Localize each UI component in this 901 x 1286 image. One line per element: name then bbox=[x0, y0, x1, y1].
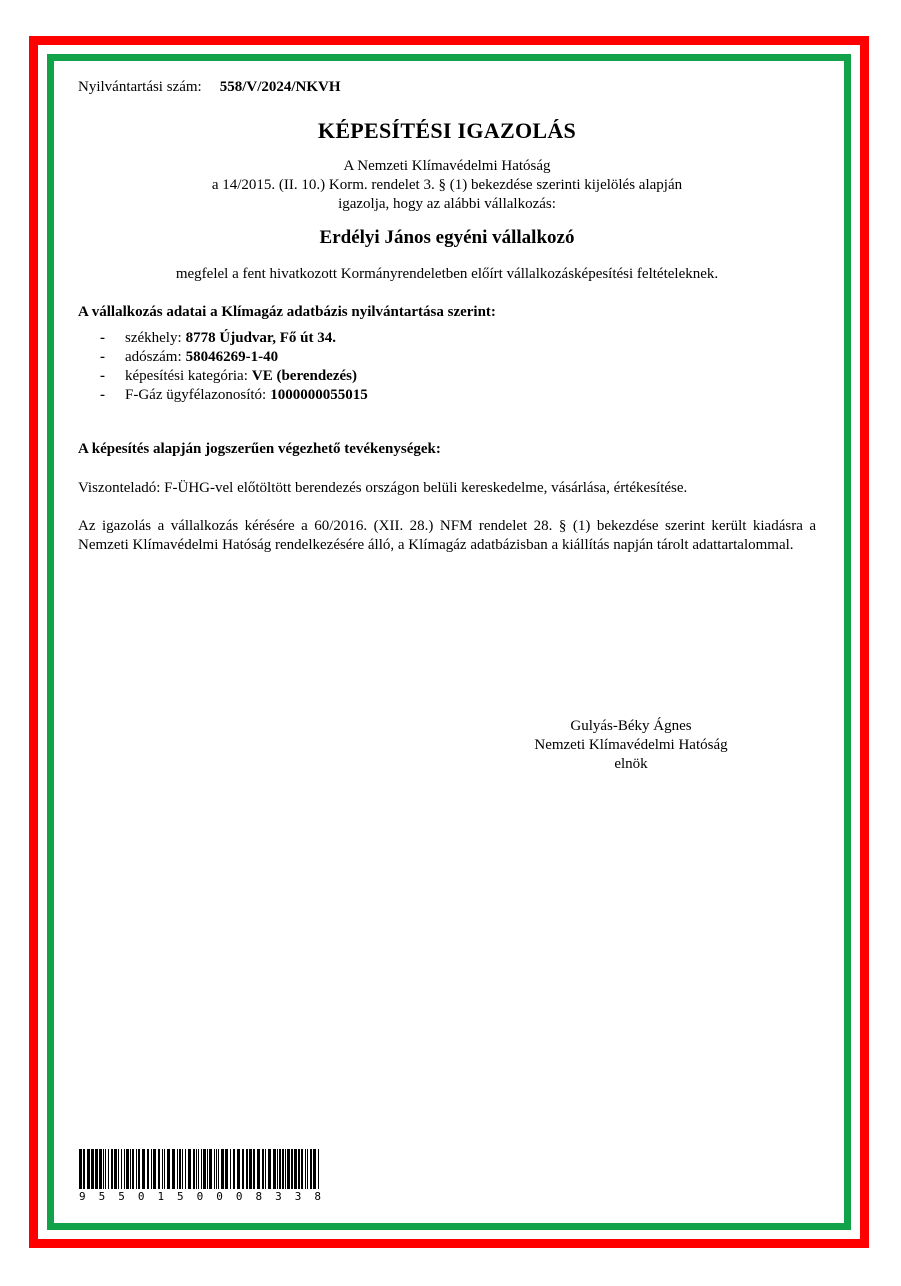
list-item bbox=[100, 386, 816, 405]
intro-line-3: igazolja, hogy az alábbi vállalkozás: bbox=[338, 196, 556, 212]
barcode-bar bbox=[185, 1149, 186, 1189]
barcode-digit: 9 bbox=[79, 1190, 86, 1203]
barcode-bar bbox=[207, 1149, 208, 1189]
barcode-bar bbox=[282, 1149, 284, 1189]
barcode-bar bbox=[142, 1149, 145, 1189]
barcode-bar bbox=[318, 1149, 319, 1189]
barcode-bar bbox=[147, 1149, 149, 1189]
barcode-digit: 3 bbox=[294, 1190, 302, 1203]
registration-label: Nyilvántartási szám: bbox=[78, 79, 202, 95]
barcode-bar bbox=[262, 1149, 264, 1189]
list-item-value: 58046269-1-40 bbox=[185, 349, 279, 365]
list-item-value: 8778 Újudvar, Fő út 34. bbox=[185, 330, 336, 346]
barcode-bar bbox=[87, 1149, 90, 1189]
barcode-bar bbox=[138, 1149, 140, 1189]
barcode-bar bbox=[203, 1149, 206, 1189]
barcode-bar bbox=[126, 1149, 129, 1189]
registration-line bbox=[78, 78, 816, 97]
barcode-bar bbox=[121, 1149, 122, 1189]
barcode-bar bbox=[242, 1149, 244, 1189]
barcode-bar bbox=[91, 1149, 94, 1189]
barcode-bar bbox=[307, 1149, 308, 1189]
legal-paragraph: Az igazolás a vállalkozás kérésére a 60/2016. (XII. 28.) NFM rendelet 28. § (1) bekezdése szerint került kiadásra a Nemzeti Klímavédelmi Hatóság rendelkezésére álló, a Klímagáz adatbázisban a kiállítás napján tárolt adattartalommal. bbox=[78, 518, 816, 553]
barcode-digit: 5 bbox=[98, 1190, 106, 1203]
barcode-bar bbox=[177, 1149, 178, 1189]
barcode-bar bbox=[291, 1149, 293, 1189]
barcode-bar bbox=[313, 1149, 316, 1189]
barcode-bar bbox=[158, 1149, 160, 1189]
list-item-value: VE (berendezés) bbox=[251, 368, 357, 384]
barcode-bar bbox=[287, 1149, 290, 1189]
barcode-bar bbox=[218, 1149, 219, 1189]
list-bullet: - bbox=[100, 330, 105, 346]
barcode-bars bbox=[78, 1149, 322, 1189]
barcode-bar bbox=[201, 1149, 202, 1189]
barcode-digit: 0 bbox=[216, 1190, 223, 1203]
barcode-bar bbox=[246, 1149, 248, 1189]
barcode-bar bbox=[273, 1149, 276, 1189]
barcode-bar bbox=[114, 1149, 117, 1189]
list-bullet: - bbox=[100, 368, 105, 384]
intro-paragraph bbox=[78, 157, 816, 214]
barcode-bar bbox=[105, 1149, 106, 1189]
list-item-label: adószám: bbox=[125, 349, 182, 365]
barcode-bar bbox=[196, 1149, 197, 1189]
registration-number: 558/V/2024/NKVH bbox=[219, 79, 341, 95]
signatory-position: elnök bbox=[614, 756, 648, 772]
list-item-value: 1000000055015 bbox=[270, 387, 368, 403]
barcode-bar bbox=[209, 1149, 212, 1189]
barcode-bar bbox=[99, 1149, 102, 1189]
barcode-bar bbox=[136, 1149, 137, 1189]
barcode-bar bbox=[103, 1149, 104, 1189]
barcode-bar bbox=[83, 1149, 85, 1189]
barcode-bar bbox=[277, 1149, 278, 1189]
barcode-bar bbox=[95, 1149, 98, 1189]
list-bullet: - bbox=[100, 387, 105, 403]
list-item-label: F-Gáz ügyfélazonosító: bbox=[125, 387, 267, 403]
barcode-bar bbox=[253, 1149, 255, 1189]
barcode bbox=[78, 1149, 322, 1203]
barcode-bar bbox=[164, 1149, 165, 1189]
signatory-organization: Nemzeti Klímavédelmi Hatóság bbox=[534, 737, 728, 753]
company-name: Erdélyi János egyéni vállalkozó bbox=[319, 227, 575, 248]
data-heading: A vállalkozás adatai a Klímagáz adatbázis nyilvántartása szerint: bbox=[78, 304, 496, 320]
barcode-bar bbox=[233, 1149, 235, 1189]
barcode-bar bbox=[79, 1149, 82, 1189]
barcode-bar bbox=[108, 1149, 109, 1189]
barcode-bar bbox=[151, 1149, 152, 1189]
barcode-digit: 3 bbox=[275, 1190, 282, 1203]
barcode-digit: 5 bbox=[177, 1190, 184, 1203]
barcode-bar bbox=[172, 1149, 175, 1189]
list-item-label: képesítési kategória: bbox=[125, 368, 248, 384]
barcode-digit: 5 bbox=[118, 1190, 125, 1203]
barcode-bar bbox=[225, 1149, 228, 1189]
intro-line-2: a 14/2015. (II. 10.) Korm. rendelet 3. § (1) bekezdése szerinti kijelölés alapján bbox=[211, 177, 683, 193]
barcode-digit: 0 bbox=[235, 1190, 243, 1203]
barcode-bar bbox=[162, 1149, 163, 1189]
barcode-bar bbox=[111, 1149, 113, 1189]
barcode-bar bbox=[130, 1149, 131, 1189]
barcode-bar bbox=[193, 1149, 195, 1189]
barcode-bar bbox=[118, 1149, 119, 1189]
barcode-bar bbox=[310, 1149, 312, 1189]
company-data-list bbox=[100, 329, 816, 405]
barcode-bar bbox=[221, 1149, 224, 1189]
barcode-bar bbox=[188, 1149, 191, 1189]
barcode-bar bbox=[124, 1149, 125, 1189]
list-bullet: - bbox=[100, 349, 105, 365]
barcode-bar bbox=[153, 1149, 156, 1189]
signature-block bbox=[509, 717, 753, 774]
barcode-bar bbox=[298, 1149, 300, 1189]
barcode-bar bbox=[182, 1149, 183, 1189]
activity-text: Viszonteladó: F-ÜHG-vel előtöltött berendezés országon belüli kereskedelme, vásárlása, értékesítése. bbox=[78, 480, 688, 496]
barcode-digit: 8 bbox=[314, 1190, 321, 1203]
list-item bbox=[100, 367, 816, 386]
barcode-digit: 0 bbox=[196, 1190, 204, 1203]
list-item-label: székhely: bbox=[125, 330, 182, 346]
intro-line-1: A Nemzeti Klímavédelmi Hatóság bbox=[343, 158, 551, 174]
barcode-bar bbox=[257, 1149, 260, 1189]
barcode-digit: 8 bbox=[255, 1190, 263, 1203]
list-item bbox=[100, 348, 816, 367]
barcode-bar bbox=[132, 1149, 134, 1189]
activities-heading: A képesítés alapján jogszerűen végezhető tevékenységek: bbox=[78, 441, 441, 457]
barcode-bar bbox=[237, 1149, 240, 1189]
barcode-bar bbox=[216, 1149, 217, 1189]
barcode-bar bbox=[249, 1149, 252, 1189]
barcode-bar bbox=[230, 1149, 231, 1189]
barcode-bar bbox=[268, 1149, 271, 1189]
barcode-bar bbox=[301, 1149, 303, 1189]
signatory-name: Gulyás-Béky Ágnes bbox=[570, 718, 692, 734]
barcode-bar bbox=[285, 1149, 286, 1189]
document-title: KÉPESÍTÉSI IGAZOLÁS bbox=[317, 118, 577, 143]
barcode-digits bbox=[78, 1190, 322, 1203]
barcode-bar bbox=[305, 1149, 306, 1189]
barcode-bar bbox=[294, 1149, 297, 1189]
list-item bbox=[100, 329, 816, 348]
barcode-bar bbox=[167, 1149, 170, 1189]
barcode-bar bbox=[265, 1149, 266, 1189]
barcode-bar bbox=[198, 1149, 199, 1189]
barcode-bar bbox=[279, 1149, 281, 1189]
barcode-digit: 0 bbox=[137, 1190, 145, 1203]
barcode-digit: 1 bbox=[157, 1190, 165, 1203]
certificate-body bbox=[78, 78, 816, 555]
barcode-bar bbox=[214, 1149, 215, 1189]
barcode-bar bbox=[179, 1149, 181, 1189]
compliance-text: megfelel a fent hivatkozott Kormányrendeletben előírt vállalkozásképesítési feltételeknek. bbox=[175, 266, 719, 282]
